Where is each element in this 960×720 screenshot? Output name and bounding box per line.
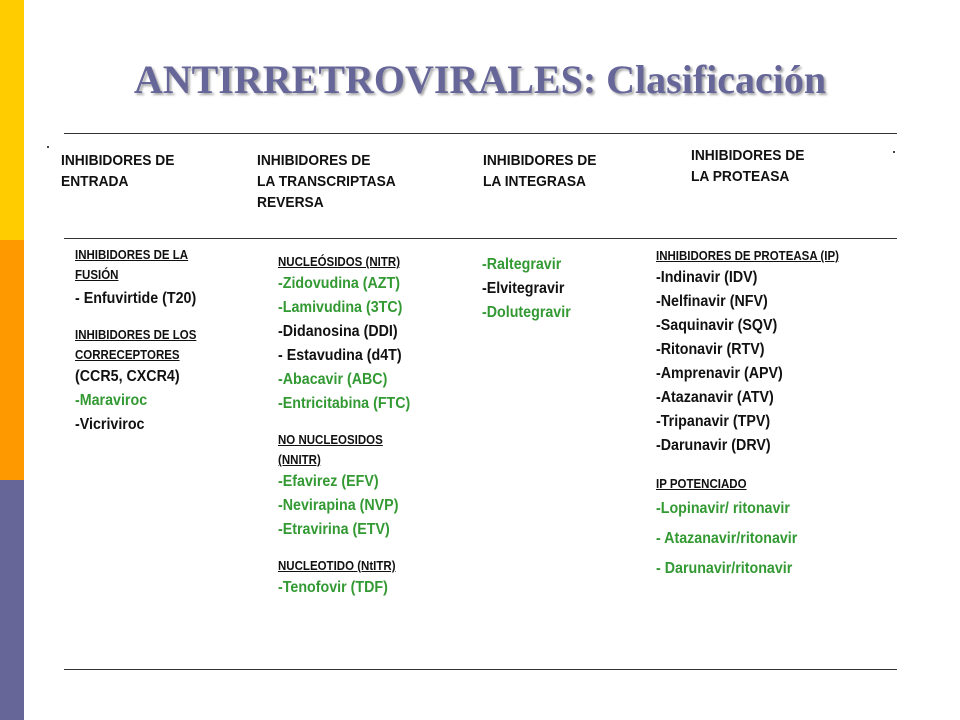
atazanavir-item: -Atazanavir (ATV) (656, 389, 774, 406)
integrase-inhibitors-column (482, 253, 578, 325)
didanosina-item: -Didanosina (DDI) (278, 323, 398, 340)
top-divider (64, 133, 897, 134)
nnitr-label-line1: NO NUCLEOSIDOS (278, 433, 383, 447)
header-line: INHIBIDORES DE (61, 152, 175, 169)
lopinavir-ritonavir-item: -Lopinavir/ ritonavir (656, 500, 790, 517)
entricitabina-item: -Entricitabina (FTC) (278, 395, 411, 412)
entry-inhibitors-column (75, 245, 207, 437)
zidovudina-item: -Zidovudina (AZT) (278, 275, 400, 292)
nelfinavir-item: -Nelfinavir (NFV) (656, 293, 768, 310)
header-line: LA INTEGRASA (483, 173, 586, 190)
dolutegravir-item: -Dolutegravir (482, 304, 571, 321)
header-entry-inhibitors (61, 150, 174, 192)
left-bar-purple (0, 480, 24, 720)
tenofovir-item: -Tenofovir (TDF) (278, 579, 388, 596)
estavudina-item: - Estavudina (d4T) (278, 347, 402, 364)
saquinavir-item: -Saquinavir (SQV) (656, 317, 778, 334)
coreceptor-label-line2: CORRECEPTORES (75, 348, 180, 362)
header-line: LA PROTEASA (691, 168, 790, 185)
left-bar-yellow (0, 0, 24, 240)
header-protease-inhibitors (691, 145, 804, 187)
slide-title: ANTIRRETROVIRALES: Clasificación (133, 57, 827, 102)
protease-inhibitors-column (656, 246, 855, 584)
lamivudina-item: -Lamivudina (3TC) (278, 299, 403, 316)
enfuvirtide-item: - Enfuvirtide (T20) (75, 290, 197, 307)
vicriviroc-item: -Vicriviroc (75, 416, 145, 433)
darunavir-item: -Darunavir (DRV) (656, 437, 771, 454)
nitr-label: NUCLEÓSIDOS (NITR) (278, 255, 401, 269)
header-line: LA TRANSCRIPTASA (257, 173, 396, 190)
darunavir-ritonavir-item: - Darunavir/ritonavir (656, 560, 793, 577)
nnitr-label-line2: (NNITR) (278, 453, 321, 467)
header-integrase-inhibitors (483, 150, 596, 192)
header-line: INHIBIDORES DE (257, 152, 371, 169)
nevirapina-item: -Nevirapina (NVP) (278, 497, 399, 514)
atazanavir-ritonavir-item: - Atazanavir/ritonavir (656, 530, 798, 547)
amprenavir-item: -Amprenavir (APV) (656, 365, 783, 382)
fusion-label-line2: FUSIÓN (75, 268, 119, 282)
efavirez-item: -Efavirez (EFV) (278, 473, 379, 490)
tripanavir-item: -Tripanavir (TPV) (656, 413, 771, 430)
coreceptor-targets: (CCR5, CXCR4) (75, 368, 180, 385)
header-line: REVERSA (257, 194, 324, 211)
ritonavir-item: -Ritonavir (RTV) (656, 341, 765, 358)
raltegravir-item: -Raltegravir (482, 256, 562, 273)
boosted-ip-label: IP POTENCIADO (656, 477, 747, 491)
etravirina-item: -Etravirina (ETV) (278, 521, 390, 538)
maraviroc-item: -Maraviroc (75, 392, 148, 409)
left-bar-orange (0, 240, 24, 480)
corner-dot-left (47, 146, 49, 148)
header-line: ENTRADA (61, 173, 129, 190)
corner-dot-right (893, 151, 895, 153)
header-line: INHIBIDORES DE (483, 152, 597, 169)
header-divider (64, 238, 897, 239)
elvitegravir-item: -Elvitegravir (482, 280, 565, 297)
ip-label: INHIBIDORES DE PROTEASA (IP) (656, 249, 839, 263)
ntitr-label: NUCLEOTIDO (NtITR) (278, 559, 396, 573)
abacavir-item: -Abacavir (ABC) (278, 371, 388, 388)
header-reverse-transcriptase-inhibitors (257, 150, 396, 213)
fusion-label-line1: INHIBIDORES DE LA (75, 248, 189, 262)
bottom-divider (64, 669, 897, 670)
rt-inhibitors-column (278, 252, 422, 600)
indinavir-item: -Indinavir (IDV) (656, 269, 758, 286)
coreceptor-label-line1: INHIBIDORES DE LOS (75, 328, 197, 342)
header-line: INHIBIDORES DE (691, 147, 805, 164)
